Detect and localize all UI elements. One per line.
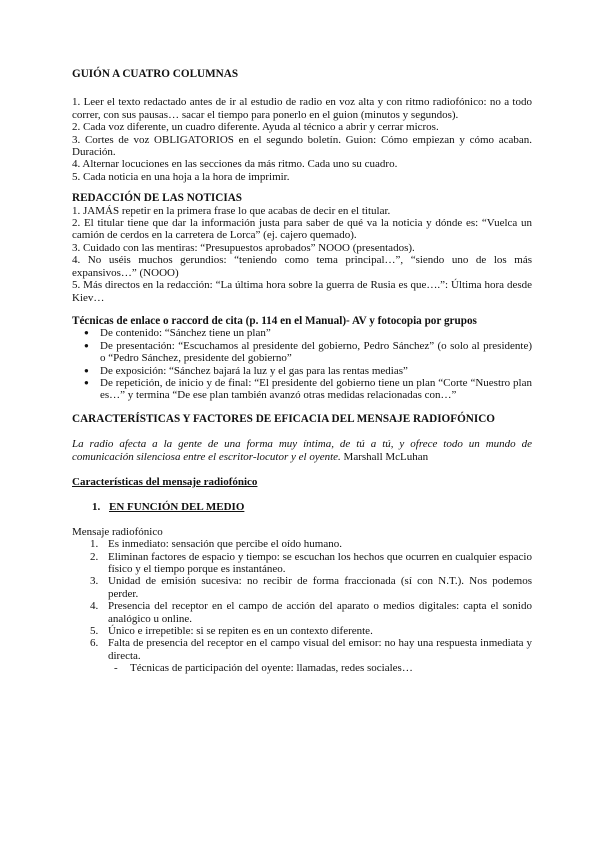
redaccion-item: 5. Más directos en la redacción: “La última hora sobre la guerra de Rusia es que….”: Última hora desde Kiev… (72, 279, 532, 304)
heading-caracteristicas: CARACTERÍSTICAS Y FACTORES DE EFICACIA DEL MENSAJE RADIOFÓNICO (72, 412, 496, 425)
medio-item (72, 538, 532, 550)
tecnicas-item: ● De presentación: “Escuchamos al presidente del gobierno, Pedro Sánchez” (o solo al presidente) o “Pedro Sánchez, presidente del gobierno” (72, 340, 532, 365)
item-number: 6. (90, 637, 99, 650)
item-text: Presencia del receptor en el campo de acción del aparato o medios digitales: capta el sonido analógico u online. (108, 600, 532, 625)
redaccion-item: 1. JAMÁS repetir en la primera frase lo que acabas de decir en el titular. (72, 204, 391, 217)
medio-item (72, 637, 532, 662)
item-text: Unidad de emisión sucesiva: no recibir de forma fraccionada (sí con N.T.). Nos podemos perder. (108, 575, 532, 600)
document-page (72, 68, 532, 675)
item-text: Eliminan factores de espacio y tiempo: se escuchan los hechos que ocurren en cualquier espacio físico y el tiempo porque es instantáneo. (108, 550, 532, 575)
item-number: 3. (90, 575, 99, 588)
subheading-funcion-medio (72, 501, 532, 513)
medio-item (72, 575, 532, 600)
redaccion-item: 3. Cuidado con las mentiras: “Presupuestos aprobados” NOOO (presentados). (72, 241, 415, 254)
item-text: Único e irrepetible: si se repiten es en un contexto diferente. (108, 625, 373, 638)
section-title: EN FUNCIÓN DEL MEDIO (109, 501, 245, 514)
subheading-caracteristicas: Características del mensaje radiofónico (72, 475, 258, 488)
guion-item: 2. Cada voz diferente, un cuadro diferente. Ayuda al técnico a abrir y cerrar micros. (72, 121, 439, 134)
guion-item: 3. Cortes de voz OBLIGATORIOS en el segundo boletín. Guion: Cómo empiezan y cómo acaban. Duración. (72, 133, 532, 159)
guion-item: 4. Alternar locuciones en las secciones da más ritmo. Cada uno su cuadro. (72, 158, 398, 171)
medio-item (72, 600, 532, 625)
quote-author: Marshall McLuhan (343, 450, 429, 463)
medio-item (72, 551, 532, 576)
heading-redaccion: REDACCIÓN DE LAS NOTICIAS (72, 192, 243, 205)
tecnicas-item: ● De exposición: “Sánchez bajará la luz y el gas para las rentas medias” (72, 365, 532, 377)
guion-item: 5. Cada noticia en una hoja a la hora de imprimir. (72, 170, 290, 183)
tecnicas-item: ● De contenido: “Sánchez tiene un plan” (72, 327, 532, 339)
item-text: Falta de presencia del receptor en el campo visual del emisor: no hay una respuesta inmediata y directa. (108, 637, 532, 662)
section-number: 1. (92, 501, 101, 514)
item-number: 1. (90, 538, 99, 551)
redaccion-item: 2. El titular tiene que dar la información justa para saber de qué va la noticia y dónde es: “Vuelca un camión de cerdos en la carretera de Lorca” (ej. cajero quemado). (72, 217, 532, 242)
redaccion-item: 4. No uséis muchos gerundios: “teniendo como tema principal…”, “siendo uno de los más expansivos…” (NOOO) (72, 254, 532, 279)
item-number: 5. (90, 625, 99, 638)
item-text: Es inmediato: sensación que percibe el oído humano. (108, 538, 342, 551)
intro-text: Mensaje radiofónico (72, 525, 163, 538)
item-number: 2. (90, 550, 99, 563)
heading-guion: GUIÓN A CUATRO COLUMNAS (72, 68, 239, 80)
heading-tecnicas: Técnicas de enlace o raccord de cita (p. 114 en el Manual)- AV y fotocopia por grupos (72, 314, 477, 327)
guion-item: 1. Leer el texto redactado antes de ir al estudio de radio en voz alta y con ritmo radiofónico: no a todo correr, con sus pausas… sacar el tiempo para ponerlo en el guion (minutos y segundos). (72, 96, 532, 121)
mcluhan-quote (72, 438, 532, 463)
item-number: 4. (90, 600, 99, 613)
medio-item (72, 625, 532, 637)
quote-text: La radio afecta a la gente de una forma muy íntima, de tú a tú, y ofrece todo un mundo de comunicación silenciosa entre el escritor-locutor y el oyente. (72, 438, 532, 463)
guion-list (72, 96, 532, 183)
tecnicas-item: ● De repetición, de inicio y de final: “El presidente del gobierno tiene un plan “Corte “Nuestro plan es…” y termina “De ese plan también avanzó otras medidas relacionadas con…” (72, 377, 532, 402)
sub-item: - Técnicas de participación del oyente: llamadas, redes sociales… (72, 662, 532, 674)
tecnicas-list (72, 327, 532, 401)
sub-list (72, 662, 532, 674)
redaccion-list (72, 205, 532, 304)
medio-list (72, 538, 532, 662)
